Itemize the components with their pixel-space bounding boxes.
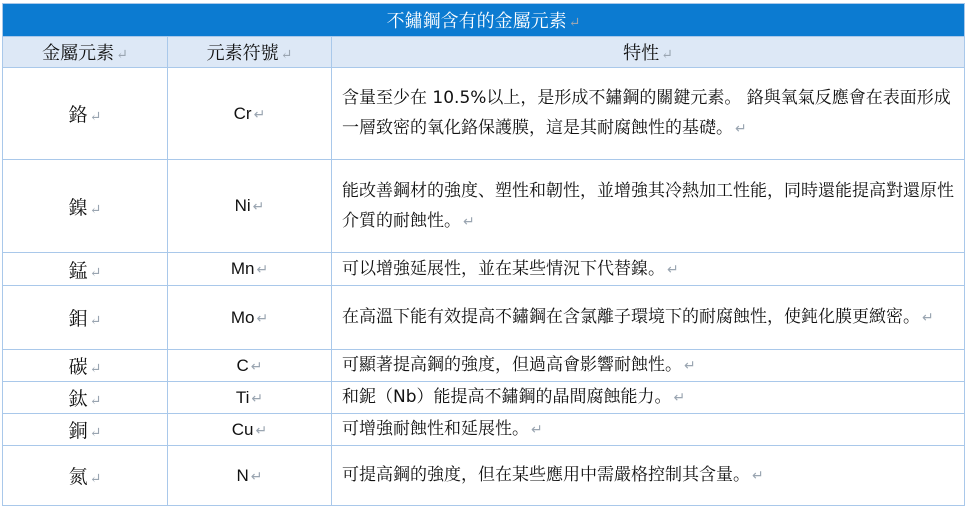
- element-property-cell: 可以增強延展性，並在某些情況下代替鎳。 ↵: [332, 253, 965, 286]
- element-symbol-cell: Cr ↵: [168, 68, 332, 160]
- element-property-cell: 在高溫下能有效提高不鏽鋼在含氯離子環境下的耐腐蝕性，使鈍化膜更緻密。 ↵: [332, 286, 965, 350]
- paragraph-mark-icon: ↵: [568, 15, 581, 31]
- paragraph-mark-icon: ↵: [250, 357, 263, 374]
- paragraph-mark-icon: ↵: [251, 389, 264, 406]
- paragraph-mark-icon: ↵: [89, 264, 102, 281]
- table-row: [3, 350, 965, 382]
- column-header-element: 金屬元素 ↵: [3, 37, 168, 68]
- paragraph-mark-icon: ↵: [89, 393, 102, 409]
- paragraph-mark-icon: ↵: [89, 471, 102, 487]
- paragraph-mark-icon: ↵: [531, 422, 543, 438]
- element-property-cell: 可提高鋼的強度，但在某些應用中需嚴格控制其含量。 ↵: [332, 446, 965, 506]
- stainless-steel-elements-table: [2, 3, 965, 506]
- element-symbol-cell: Mo ↵: [168, 286, 332, 350]
- element-symbol-cell: Ni ↵: [168, 160, 332, 253]
- element-name-cell: 鈦 ↵: [3, 382, 168, 414]
- paragraph-mark-icon: ↵: [89, 425, 102, 441]
- element-name-cell: 鉻 ↵: [3, 68, 168, 160]
- column-header-property: 特性 ↵: [332, 37, 965, 68]
- paragraph-mark-icon: ↵: [89, 109, 102, 125]
- table-row: [3, 414, 965, 446]
- element-symbol-cell: Mn ↵: [168, 253, 332, 286]
- paragraph-mark-icon: ↵: [922, 310, 934, 326]
- table-row: [3, 253, 965, 286]
- table-row: [3, 68, 965, 160]
- element-property-cell: 可增強耐蝕性和延展性。 ↵: [332, 414, 965, 446]
- paragraph-mark-icon: ↵: [752, 468, 764, 484]
- element-symbol-cell: C ↵: [168, 350, 332, 382]
- element-symbol-cell: Ti ↵: [168, 382, 332, 414]
- paragraph-mark-icon: ↵: [253, 105, 266, 122]
- paragraph-mark-icon: ↵: [280, 47, 293, 63]
- table-title: [3, 4, 965, 37]
- element-property-cell: 含量至少在 10.5%以上，是形成不鏽鋼的關鍵元素。 鉻與氧氣反應會在表面形成一層致密的氧化鉻保護膜，這是其耐腐蝕性的基礎。 ↵: [332, 68, 965, 160]
- element-name-cell: 錳 ↵: [3, 253, 168, 286]
- paragraph-mark-icon: ↵: [463, 213, 475, 230]
- table-row: [3, 382, 965, 414]
- paragraph-mark-icon: ↵: [89, 201, 102, 218]
- element-property-cell: 和鈮（Nb）能提高不鏽鋼的晶間腐蝕能力。 ↵: [332, 382, 965, 414]
- table-header-row: [3, 37, 965, 68]
- paragraph-mark-icon: ↵: [667, 261, 679, 278]
- table-row: [3, 286, 965, 350]
- element-name-cell: 銅 ↵: [3, 414, 168, 446]
- table-row: [3, 160, 965, 253]
- table-row: [3, 446, 965, 506]
- element-name-cell: 碳 ↵: [3, 350, 168, 382]
- paragraph-mark-icon: ↵: [256, 261, 269, 277]
- paragraph-mark-icon: ↵: [684, 358, 696, 374]
- table-title-row: [3, 4, 965, 37]
- paragraph-mark-icon: ↵: [116, 47, 128, 63]
- element-property-cell: 能改善鋼材的強度、塑性和韌性，並增強其冷熱加工性能，同時還能提高對還原性介質的耐蝕性。 ↵: [332, 160, 965, 253]
- column-header-symbol: 元素符號 ↵: [168, 37, 332, 68]
- paragraph-mark-icon: ↵: [256, 309, 269, 326]
- element-name-cell: 鎳 ↵: [3, 160, 168, 253]
- paragraph-mark-icon: ↵: [252, 198, 265, 214]
- element-name-cell: 鉬 ↵: [3, 286, 168, 350]
- table-title-text: 不鏽鋼含有的金屬元素: [386, 11, 567, 32]
- element-name-cell: 氮 ↵: [3, 446, 168, 506]
- element-symbol-cell: Cu ↵: [168, 414, 332, 446]
- element-property-cell: 可顯著提高鋼的強度，但過高會影響耐蝕性。 ↵: [332, 350, 965, 382]
- paragraph-mark-icon: ↵: [661, 47, 673, 63]
- paragraph-mark-icon: ↵: [735, 121, 747, 137]
- paragraph-mark-icon: ↵: [89, 313, 102, 329]
- paragraph-mark-icon: ↵: [250, 467, 263, 484]
- element-symbol-cell: N ↵: [168, 446, 332, 506]
- paragraph-mark-icon: ↵: [255, 421, 268, 438]
- paragraph-mark-icon: ↵: [89, 361, 102, 377]
- paragraph-mark-icon: ↵: [673, 390, 686, 406]
